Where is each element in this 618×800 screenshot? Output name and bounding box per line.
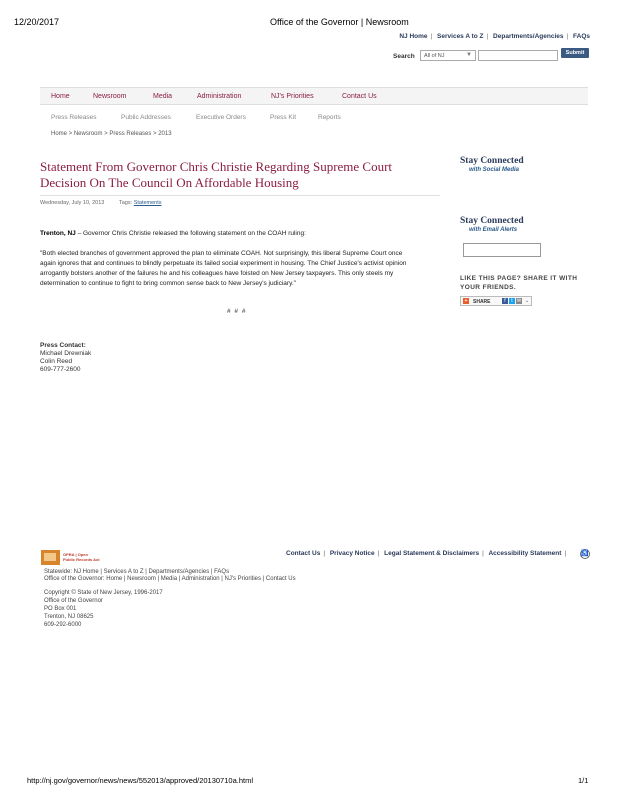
chevron-down-icon: ▼ — [466, 52, 472, 58]
facebook-icon: f — [502, 298, 508, 304]
top-link-services[interactable]: Services A to Z — [437, 33, 484, 40]
stay-connected-email-sub[interactable]: with Email Alerts — [469, 227, 518, 233]
article-intro — [40, 229, 410, 239]
search-label: Search — [393, 53, 415, 60]
print-date: 12/20/2017 — [14, 17, 60, 27]
tag-link-statements[interactable]: Statements — [133, 200, 162, 206]
plus-icon: + — [464, 298, 468, 304]
nav-priorities[interactable]: NJ's Priorities — [271, 93, 314, 100]
share-label: SHARE — [473, 298, 491, 305]
footer-link-contact[interactable]: Contact Us — [286, 550, 321, 557]
stay-connected-social-title: Stay Connected — [460, 156, 524, 166]
top-link-nj-home[interactable]: NJ Home — [399, 33, 428, 40]
article-quote: "Both elected branches of government approved the plan to eliminate COAH. Not surprisingly, this liberal Supreme Court once again ignores that and continues to blindly perpetuate its failed social experiment in housing. The Chief Justice's activist opinion arrogantly bolsters another of the failures he and his colleagues have foisted on New Jersey taxpayers. This only steels my determination to continue to fight to bring common sense back to New Jersey's judiciary." — [40, 250, 407, 287]
chevron-down-icon: ⌄ — [524, 298, 530, 304]
press-contact-phone: 609-777-2600 — [40, 366, 81, 373]
opra-logo[interactable] — [41, 550, 100, 565]
footer-link-legal[interactable]: Legal Statement & Disclaimers — [384, 550, 480, 557]
address-line-2: PO Box 001 — [44, 606, 77, 612]
print-url: http://nj.gov/governor/news/news/552013/approved/20130710a.html — [27, 776, 253, 785]
email-alerts-input[interactable] — [463, 243, 541, 257]
opra-logo-line1: OPRA | Open — [63, 552, 88, 557]
stay-connected-social-sub[interactable]: with Social Media — [469, 167, 520, 173]
opra-logo-line2: Public Records Act — [63, 557, 100, 562]
twitter-icon: t — [509, 298, 515, 304]
top-link-departments[interactable]: Departments/Agencies — [493, 33, 564, 40]
subnav-reports[interactable]: Reports — [318, 114, 341, 121]
title-divider — [40, 195, 440, 196]
nav-media[interactable]: Media — [153, 93, 173, 100]
footer-office-links[interactable]: Office of the Governor: Home | Newsroom | Media | Administration | NJ's Priorities | Contact Us — [44, 576, 296, 582]
nav-contact[interactable]: Contact Us — [342, 93, 377, 100]
search-submit-button[interactable]: Submit — [561, 48, 589, 58]
stay-connected-email-title: Stay Connected — [460, 216, 524, 226]
opra-logo-mark — [41, 550, 60, 565]
email-icon: ✉ — [516, 298, 522, 304]
press-contact-name-2: Colin Reed — [40, 358, 73, 365]
dateline: Trenton, NJ — [40, 230, 76, 237]
search-scope-select[interactable] — [420, 50, 476, 61]
nav-newsroom[interactable]: Newsroom — [93, 93, 127, 100]
press-contact — [40, 342, 91, 374]
nav-home[interactable]: Home — [51, 93, 70, 100]
print-page-number: 1/1 — [578, 776, 589, 785]
search-scope-value: All of NJ — [424, 53, 445, 59]
top-links: NJ Home | Services A to Z | Departments/Agencies | FAQs — [399, 33, 590, 40]
address-line-1: Office of the Governor — [44, 598, 103, 604]
footer-link-accessibility[interactable]: Accessibility Statement — [488, 550, 562, 557]
press-contact-name-1: Michael Drewniak — [40, 350, 92, 357]
address-line-3: Trenton, NJ 08625 — [44, 614, 94, 620]
subnav-executive-orders[interactable]: Executive Orders — [196, 114, 246, 121]
page-title: Statement From Governor Chris Christie Regarding Supreme Court Decision On The Council On Affordable Housing — [40, 159, 393, 190]
subnav-press-releases[interactable]: Press Releases — [51, 114, 97, 121]
intro-text: – Governor Chris Christie released the following statement on the COAH ruling: — [75, 230, 306, 237]
accessibility-icon[interactable]: ♿ — [581, 551, 589, 557]
tags-label: Tags: — [119, 200, 133, 206]
top-link-faqs[interactable]: FAQs — [573, 33, 590, 40]
press-contact-label: Press Contact: — [40, 342, 86, 349]
address-phone: 609-292-6000 — [44, 622, 82, 628]
end-mark: # # # — [227, 308, 247, 315]
footer-link-privacy[interactable]: Privacy Notice — [329, 550, 375, 557]
footer-address — [44, 589, 163, 629]
article-tags — [119, 200, 162, 206]
footer-links: Contact Us | Privacy Notice | Legal Statement & Disclaimers | Accessibility Statement | — [286, 550, 567, 557]
nav-administration[interactable]: Administration — [197, 93, 242, 100]
footer-statewide-links[interactable]: Statewide: NJ Home | Services A to Z | Departments/Agencies | FAQs — [44, 569, 230, 575]
subnav-press-kit[interactable]: Press Kit — [270, 114, 297, 121]
print-title: Office of the Governor | Newsroom — [270, 17, 409, 27]
article-date: Wednesday, July 10, 2013 — [40, 200, 105, 206]
main-nav — [40, 87, 588, 105]
subnav-public-addresses[interactable]: Public Addresses — [121, 114, 171, 121]
share-prompt: LIKE THIS PAGE? SHARE IT WITH YOUR FRIENDS. — [460, 275, 578, 291]
search-input[interactable] — [478, 50, 558, 61]
copyright: Copyright © State of New Jersey, 1996-2017 — [44, 590, 163, 596]
share-button[interactable] — [460, 296, 532, 306]
breadcrumb[interactable]: Home > Newsroom > Press Releases > 2013 — [51, 131, 172, 137]
